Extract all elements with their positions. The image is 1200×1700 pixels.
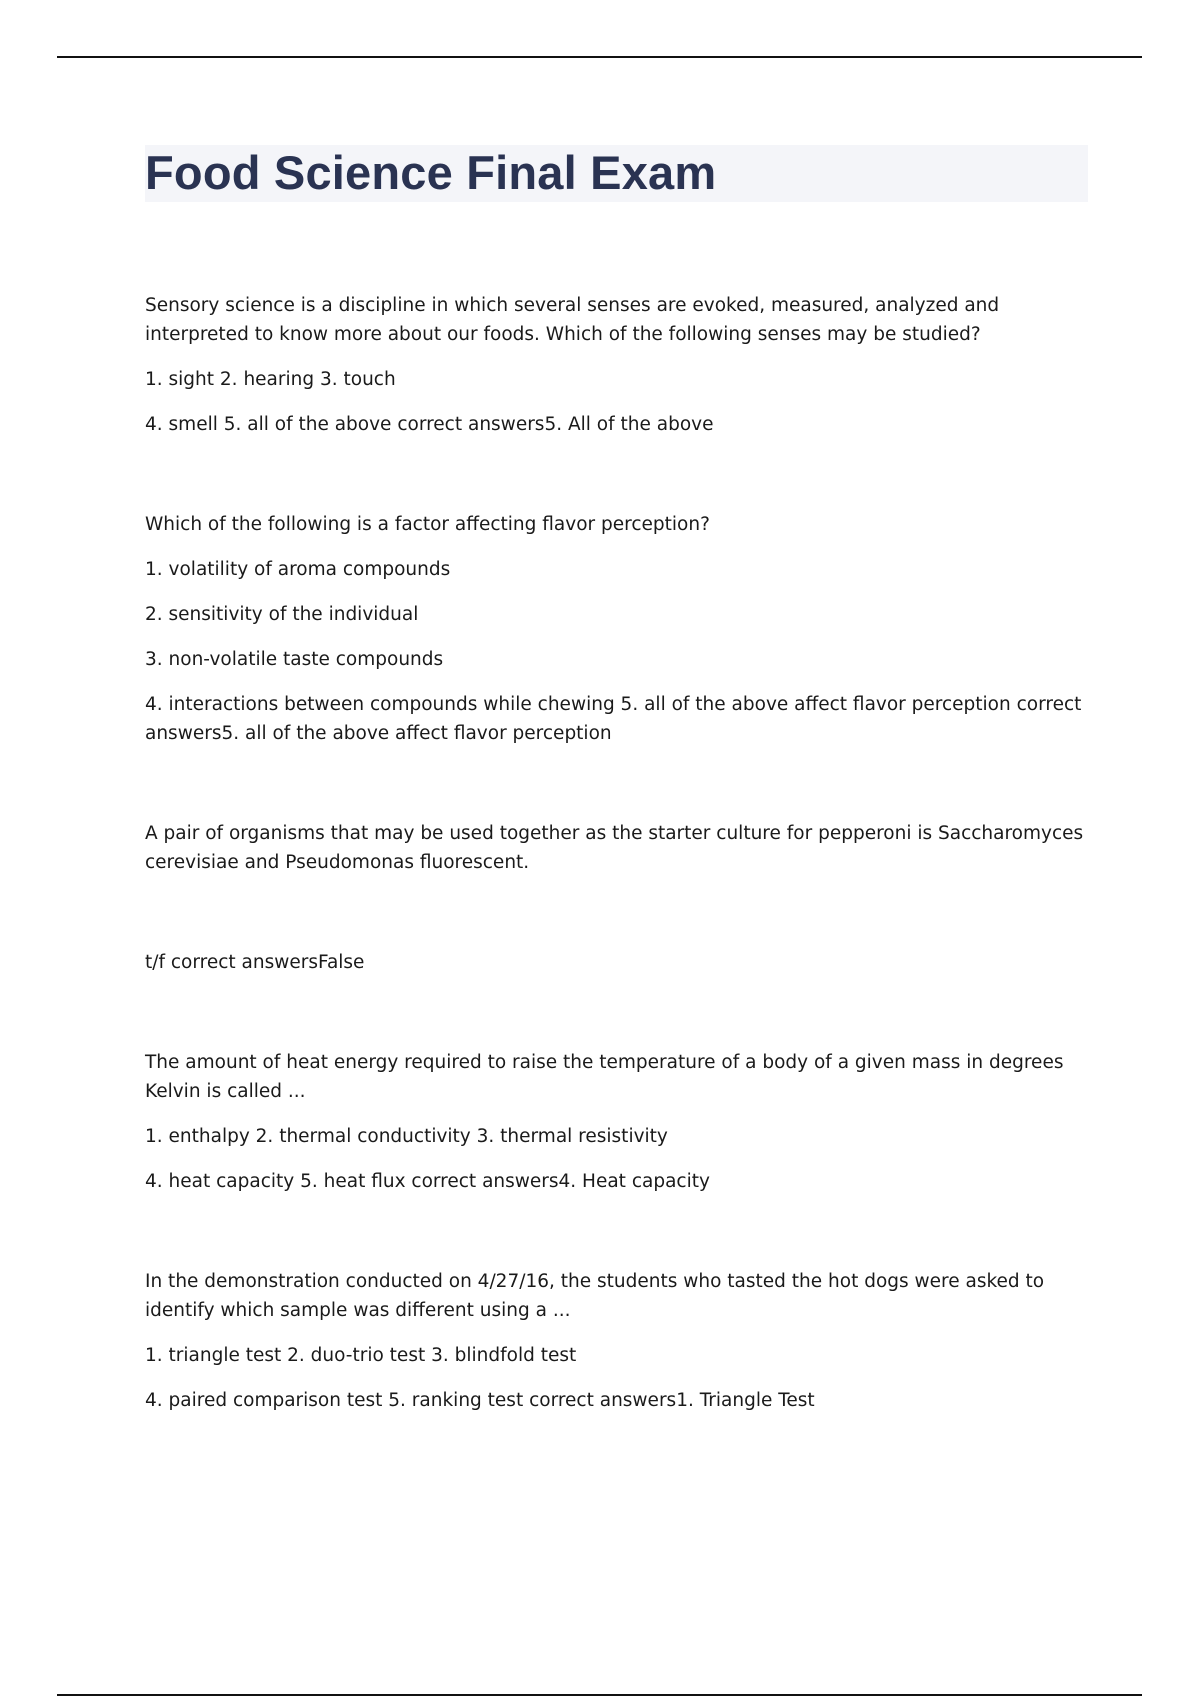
- answer-block-true-false: [145, 948, 1090, 977]
- answer-options-line: 2. sensitivity of the individual: [145, 604, 419, 625]
- answer-options-line: 1. enthalpy 2. thermal conductivity 3. thermal resistivity: [145, 1126, 668, 1147]
- document-title: Food Science Final Exam: [145, 146, 717, 199]
- bottom-divider: [57, 1694, 1142, 1696]
- question-text: The amount of heat energy required to raise the temperature of a body of a given mass in degrees Kelvin is called ...: [145, 1052, 1064, 1102]
- answer-options-line: 4. smell 5. all of the above correct answers5. All of the above: [145, 414, 714, 435]
- answer-options-line: 4. paired comparison test 5. ranking test correct answers1. Triangle Test: [145, 1390, 815, 1411]
- top-divider: [57, 56, 1142, 58]
- question-block-demonstration-test: [145, 1267, 1090, 1415]
- question-text: Sensory science is a discipline in which several senses are evoked, measured, analyzed and interpreted to know more about our foods. Which of the following senses may be studied?: [145, 295, 1000, 345]
- question-text: A pair of organisms that may be used together as the starter culture for pepperoni is Saccharomyces cerevisiae and Pseudomonas fluorescent.: [145, 823, 1084, 873]
- question-block-starter-culture: [145, 819, 1090, 877]
- answer-options-line: 3. non-volatile taste compounds: [145, 649, 444, 670]
- answer-options-line: 4. interactions between compounds while chewing 5. all of the above affect flavor perception correct answers5. all of the above affect flavor perception: [145, 694, 1082, 744]
- question-text: In the demonstration conducted on 4/27/16, the students who tasted the hot dogs were asked to identify which sample was different using a ...: [145, 1271, 1045, 1321]
- question-block-flavor-perception: [145, 510, 1090, 748]
- question-block-heat-energy: [145, 1048, 1090, 1196]
- answer-options-line: 1. triangle test 2. duo-trio test 3. blindfold test: [145, 1345, 577, 1366]
- answer-options-line: 4. heat capacity 5. heat flux correct answers4. Heat capacity: [145, 1171, 710, 1192]
- answer-options-line: 1. sight 2. hearing 3. touch: [145, 369, 396, 390]
- question-block-sensory-senses: [145, 291, 1090, 439]
- question-text: Which of the following is a factor affecting flavor perception?: [145, 514, 710, 535]
- answer-options-line: 1. volatility of aroma compounds: [145, 559, 451, 580]
- answer-text: t/f correct answersFalse: [145, 952, 365, 973]
- document-body: [145, 291, 1090, 1486]
